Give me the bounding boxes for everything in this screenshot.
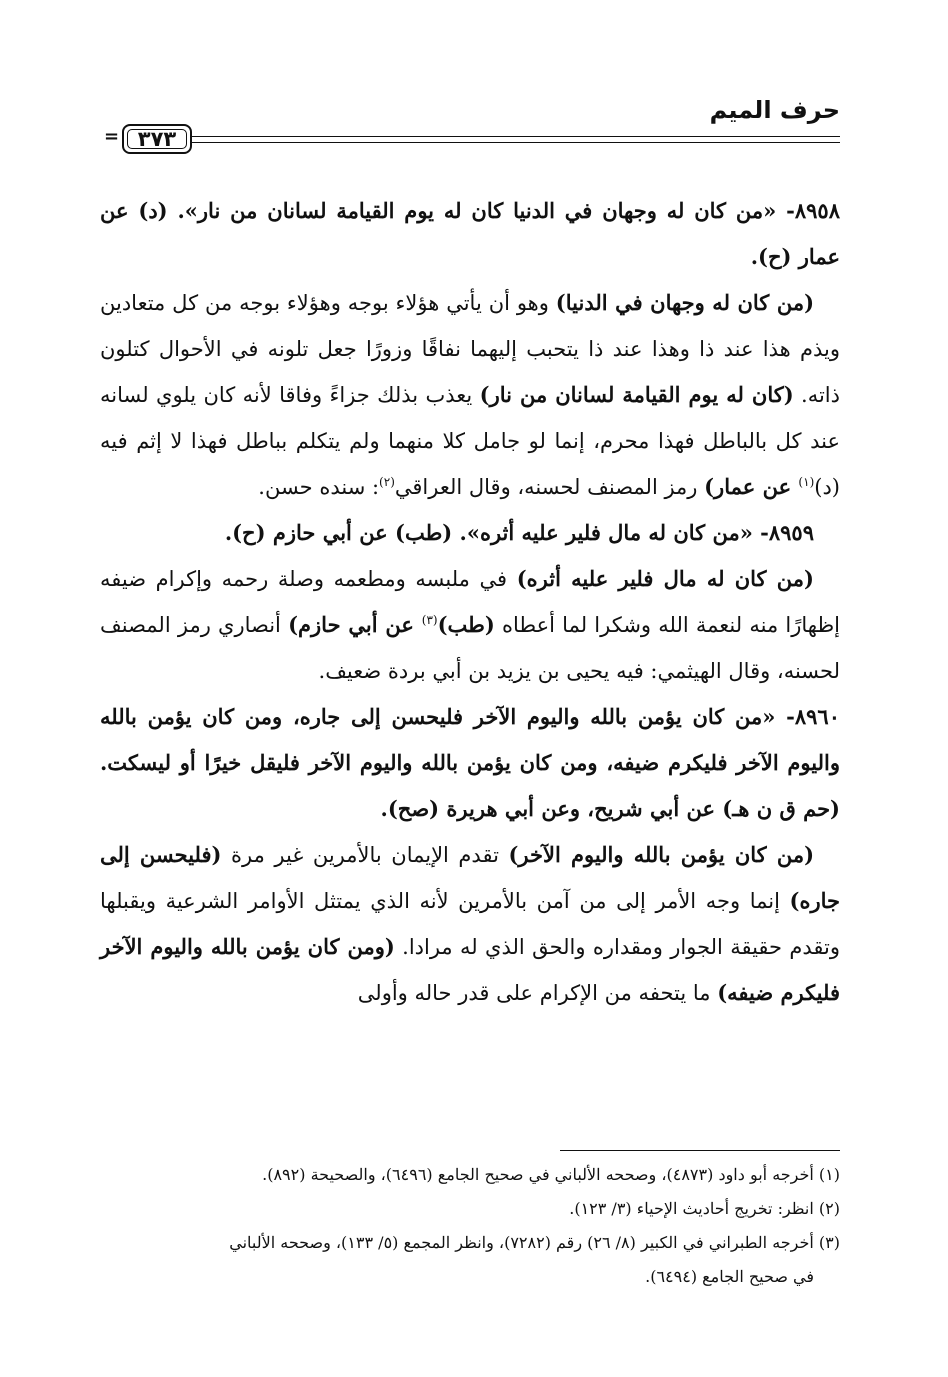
quote-span: (طب) <box>437 612 495 637</box>
text-span: أنصاري رمز المصنف لحسنه، وقال الهيثمي: فيه يحيى بن يزيد بن أبي بردة ضعيف. <box>100 613 840 683</box>
footnote-ref-2[interactable]: (٢) <box>379 475 395 489</box>
text-span: : سنده حسن. <box>258 475 380 499</box>
quote-span: عن أبي حازم) <box>288 612 422 637</box>
text-span: رمز المصنف لحسنه، وقال العراقي <box>394 475 705 499</box>
quote-span: (من كان يؤمن بالله واليوم الآخر) <box>508 842 815 867</box>
quote-span: (ومن كان يؤمن بالله واليوم الآخر فليكرم ضيفه) <box>100 934 840 1005</box>
footnote-2: (٢) انظر: تخريج أحاديث الإحياء (٣/ ١٢٣). <box>569 1199 840 1218</box>
footnote-ref-1[interactable]: (١) <box>798 475 815 489</box>
text-span: وهو أن يأتي هؤلاء بوجه وهؤلاء بوجه من كل متعادين ويذم هذا عند ذا وهذا عند ذا يتحبب إليهما نفاقًا وزورًا جعل تلونه في الأحوال كتلون ذاته. <box>100 291 840 407</box>
page-number <box>122 124 192 154</box>
footnote-ref-3[interactable]: (٣) <box>421 613 438 627</box>
quote-span: (من كان له وجهان في الدنيا) <box>555 290 815 315</box>
text-span: ما يتحفه من الإكرام على قدر حاله وأولى <box>357 981 718 1005</box>
quote-span: عن عمار) <box>704 474 799 499</box>
text-span: في ملبسه ومطعمه وصلة رحمه وإكرام ضيفه إظهارًا منه لنعمة الله وشكرا لما أعطاه <box>100 567 840 637</box>
hadith-8959 <box>100 510 840 556</box>
commentary-8960 <box>100 832 840 1016</box>
footnote-1: (١) أخرجه أبو داود (٤٨٧٣)، وصححه الألباني في صحيح الجامع (٦٤٩٦)، والصحيحة (٨٩٢). <box>262 1165 840 1184</box>
hadith-8959-text: ٨٩٥٩- «من كان له مال فلير عليه أثره». (طب) عن أبي حازم (ح). <box>224 520 814 545</box>
text-span: إنما وجه الأمر إلى من آمن بالأمرين لأنه الذي يمتثل الأوامر الشرعية ويقبلها وتقدم حقيقة الجوار ومقداره والحق الذي له مرادا. <box>100 889 841 959</box>
text-span: (د) <box>814 475 840 499</box>
text-span: تقدم الإيمان بالأمرين غير مرة <box>221 843 509 867</box>
commentary-8959 <box>100 556 840 694</box>
header-ornament: = <box>104 126 120 147</box>
quote-span: (فليحسن إلى جاره) <box>100 842 840 913</box>
main-text <box>100 188 840 1016</box>
hadith-8958-text: ٨٩٥٨- «من كان له وجهان في الدنيا كان له يوم القيامة لسانان من نار». (د) عن عمار (ح). <box>100 198 840 269</box>
quote-span: (كان له يوم القيامة لسانان من نار) <box>479 382 794 407</box>
text-span: يعذب بذلك جزاءً وفاقا لأنه كان يلوي لسانه عند كل بالباطل فهذا محرم، إنما لو جامل كلا منهما ولم يتكلم بباطل فهذا لا إثم فيه <box>100 383 840 453</box>
header-rule-thick <box>192 136 840 137</box>
hadith-8958 <box>100 188 840 280</box>
chapter-title: حرف الميم <box>709 96 840 124</box>
footnote-3-continued: في صحيح الجامع (٦٤٩٤). <box>645 1267 814 1286</box>
footnote-3: (٣) أخرجه الطبراني في الكبير (٨/ ٢٦) رقم (٧٢٨٢)، وانظر المجمع (٥/ ١٣٣)، وصححه الألباني <box>229 1233 840 1252</box>
hadith-8960 <box>100 694 840 832</box>
page-header <box>96 96 840 160</box>
footnote-divider <box>560 1150 840 1151</box>
header-rule-thin <box>192 142 840 143</box>
footnotes <box>100 1158 840 1294</box>
hadith-8960-text: ٨٩٦٠- «من كان يؤمن بالله واليوم الآخر فليحسن إلى جاره، ومن كان يؤمن بالله واليوم الآخر فليكرم ضيفه، ومن كان يؤمن بالله واليوم الآخر فليقل خيرًا أو ليسكت. (حم ق ن هـ) عن أبي شريح، وعن أبي هريرة (صح). <box>100 704 840 821</box>
commentary-8958 <box>100 280 840 510</box>
page-number-text: ٣٧٣ <box>137 127 177 151</box>
quote-span: (من كان له مال فلير عليه أثره) <box>516 566 814 591</box>
